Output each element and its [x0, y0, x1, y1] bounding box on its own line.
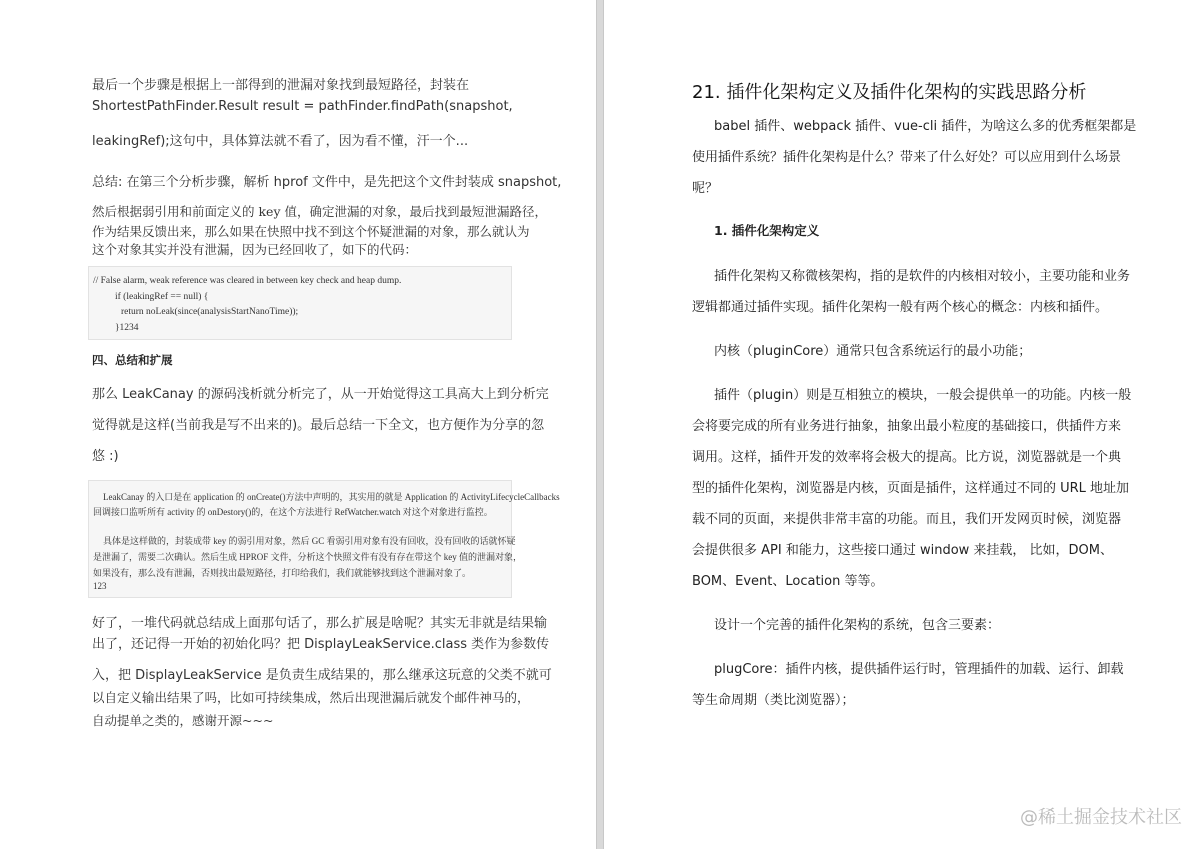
watermark: @稀土掘金技术社区 [1020, 807, 1182, 828]
text-line: 最后一个步骤是根据上一部得到的泄漏对象找到最短路径，封装在 [92, 78, 470, 93]
text-line: 总结: 在第三个分析步骤，解析 hprof 文件中，是先把这个文件封装成 snapshot, [92, 175, 562, 190]
text-line: 载不同的页面，来提供非常丰富的功能。而且，我们开发网页时候，浏览器 [692, 512, 1122, 527]
code-block [88, 266, 512, 340]
code-block [88, 480, 560, 598]
text-line: 好了，一堆代码就总结成上面那句话了，那么扩展是啥呢？其实无非就是结果输 [92, 616, 548, 631]
left-page [0, 0, 597, 849]
text-line: 作为结果反馈出来，那么如果在快照中找不到这个怀疑泄漏的对象，那么就认为 [92, 224, 530, 239]
text-line: 会提供很多 API 和能力，这些接口通过 window 来挂载， 比如，DOM、 [692, 543, 1114, 558]
text-line: 会将要完成的所有业务进行抽象，抽象出最小粒度的基础接口，供插件方来 [692, 419, 1122, 434]
code-line: 是泄漏了，需要二次确认。然后生成 HPROF 文件，分析这个快照文件有没有存在带这个 key 值的泄漏对象， [93, 552, 523, 562]
code-line: 具体是这样做的，封装成带 key 的弱引用对象，然后 GC 看弱引用对象有没有回收，没有回收的话就怀疑 [103, 536, 516, 546]
page-title: 21. 插件化架构定义及插件化架构的实践思路分析 [692, 82, 1087, 103]
text-line: 调用。这样，插件开发的效率将会极大的提高。比方说，浏览器就是一个典 [692, 450, 1122, 465]
text-line: 使用插件系统？插件化架构是什么？带来了什么好处？可以应用到什么场景 [692, 150, 1122, 165]
text-line: 内核（pluginCore）通常只包含系统运行的最小功能； [714, 344, 1032, 359]
text-line: 等生命周期（类比浏览器）； [692, 693, 855, 708]
text-line: 悠 :) [92, 449, 119, 464]
code-line: LeakCanay 的入口是在 application 的 onCreate()方法中声明的，其实用的就是 Application 的 ActivityLifecycleCallbacks [103, 492, 560, 502]
text-line: 入，把 DisplayLeakService 是负责生成结果的，那么继承这玩意的父类不就可 [92, 668, 552, 683]
text-line: ShortestPathFinder.Result result = pathFinder.findPath(snapshot, [92, 99, 513, 114]
code-line: }1234 [115, 323, 139, 333]
text-line: plugCore：插件内核，提供插件运行时，管理插件的加载、运行、卸载 [714, 662, 1124, 677]
text-line: 觉得就是这样(当前我是写不出来的)。最后总结一下全文，也方便作为分享的忽 [92, 418, 545, 433]
text-line: BOM、Event、Location 等等。 [692, 574, 884, 589]
text-line: 这个对象其实并没有泄漏，因为已经回收了，如下的代码： [92, 242, 418, 257]
text-line: 那么 LeakCanay 的源码浅析就分析完了，从一开始觉得这工具高大上到分析完 [92, 387, 549, 402]
text-line: 呢？ [692, 181, 719, 196]
code-line: return noLeak(since(analysisStartNanoTime)); [121, 307, 299, 317]
text-line: 逻辑都通过插件实现。插件化架构一般有两个核心的概念：内核和插件。 [692, 300, 1109, 315]
code-line: if (leakingRef == null) { [115, 292, 209, 302]
text-line: 插件（plugin）则是互相独立的模块，一般会提供单一的功能。内核一般 [714, 388, 1132, 403]
text-line: leakingRef);这句中，具体算法就不看了，因为看不懂，汗一个... [92, 134, 469, 149]
code-line: 回调接口监听所有 activity 的 onDestory()的，在这个方法进行 RefWatcher.watch 对这个对象进行监控。 [93, 507, 493, 517]
code-line: 如果没有，那么没有泄漏，否则找出最短路径，打印给我们，我们就能够找到这个泄漏对象了。 [93, 568, 472, 578]
text-line: 自动提单之类的，感谢开源~~~ [92, 713, 274, 728]
text-line: babel 插件、webpack 插件、vue-cli 插件，为啥这么多的优秀框架都是 [714, 119, 1137, 134]
text-line: 型的插件化架构，浏览器是内核，页面是插件，这样通过不同的 URL 地址加 [692, 481, 1130, 496]
text-line: 然后根据弱引用和前面定义的 key 值，确定泄漏的对象，最后找到最短泄漏路径， [92, 204, 547, 219]
text-line: 出了，还记得一开始的初始化吗？把 DisplayLeakService.class 类作为参数传 [92, 637, 550, 652]
text-line: 插件化架构又称微核架构，指的是软件的内核相对较小，主要功能和业务 [714, 269, 1131, 284]
code-line: // False alarm, weak reference was cleared in between key check and heap dump. [93, 276, 402, 286]
text-line: 设计一个完善的插件化架构的系统，包含三要素： [714, 618, 1001, 633]
right-page [603, 0, 1202, 849]
code-line: 123 [93, 581, 107, 591]
section-heading: 四、总结和扩展 [92, 353, 173, 367]
section-heading: 1. 插件化架构定义 [714, 223, 820, 238]
text-line: 以自定义输出结果了吗，比如可持续集成，然后出现泄漏后就发个邮件神马的， [92, 690, 530, 705]
